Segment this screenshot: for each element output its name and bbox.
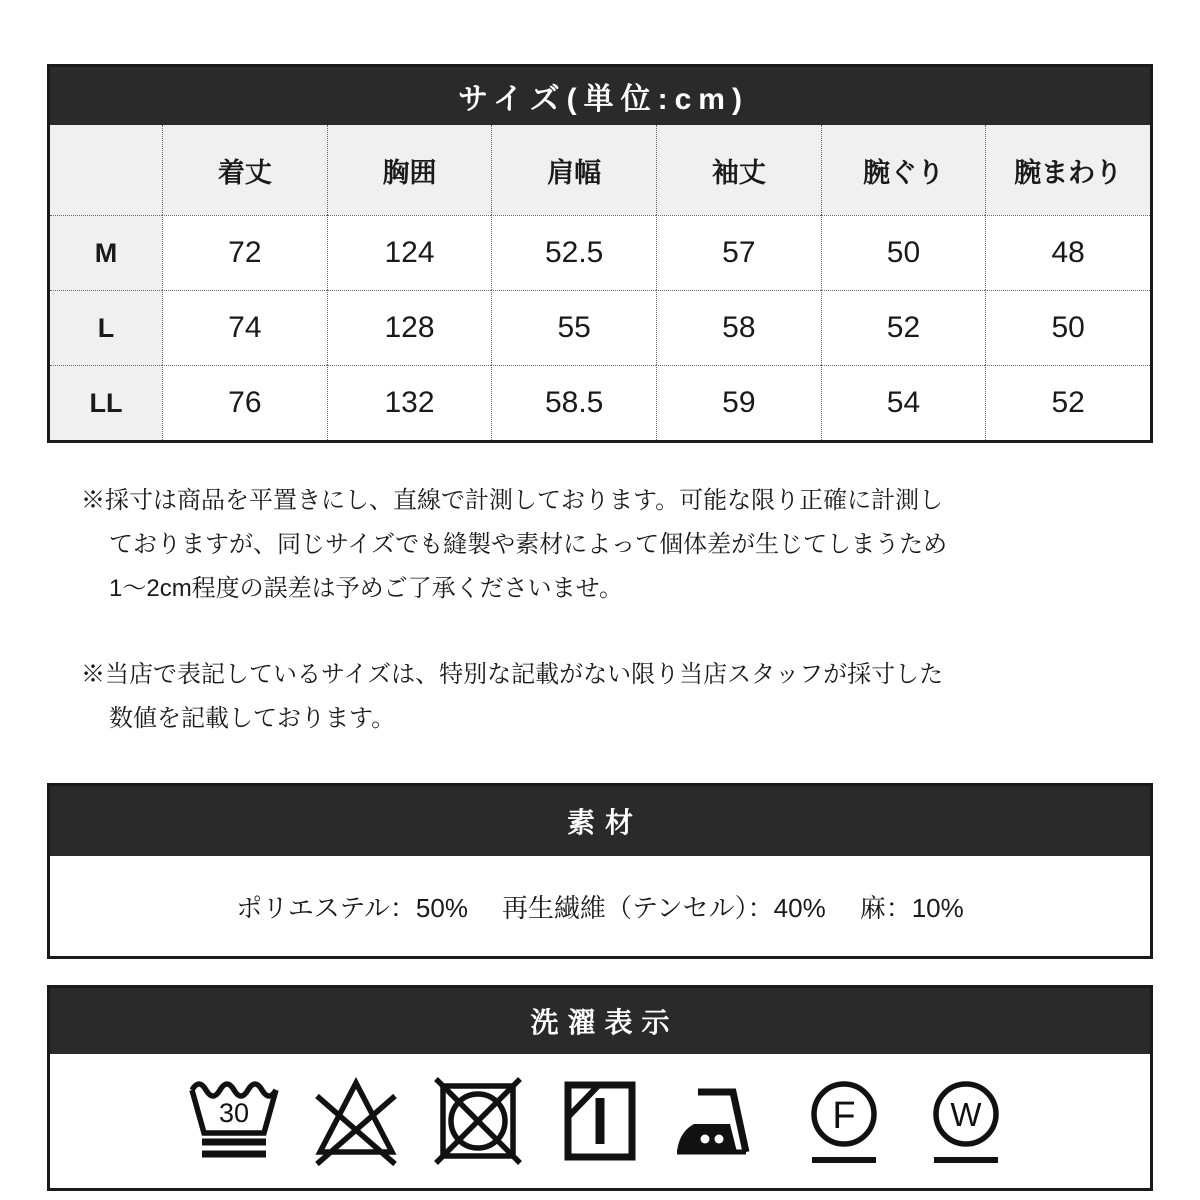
size-value-cell: 52.5 <box>491 215 656 290</box>
note-line: ※当店で表記しているサイズは、特別な記載がない限り当店スタッフが採寸した <box>81 661 944 688</box>
iron-two-dots-icon <box>672 1071 772 1171</box>
material-segment: 麻：10% <box>859 892 964 923</box>
size-value-cell: 48 <box>985 215 1150 290</box>
dry-clean-petroleum-gentle-icon <box>794 1071 894 1171</box>
size-value-cell: 74 <box>162 290 327 365</box>
do-not-bleach-icon <box>306 1071 406 1171</box>
do-not-tumble-dry-icon <box>428 1071 528 1171</box>
size-value-cell: 58 <box>656 290 821 365</box>
column-header-shoulder: 肩幅 <box>491 125 656 215</box>
size-row-label: M <box>50 215 162 290</box>
size-row-label: LL <box>50 365 162 440</box>
measurement-note <box>81 479 1153 611</box>
note-line: ※採寸は商品を平置きにし、直線で計測しております。可能な限り正確に計測し <box>81 487 944 514</box>
line-dry-in-shade-icon <box>550 1071 650 1171</box>
wash-30-very-gentle-icon <box>184 1071 284 1171</box>
size-value-cell: 55 <box>491 290 656 365</box>
note-line: ておりますが、同じサイズでも縫製や素材によって個体差が生じてしまうため <box>109 531 948 558</box>
column-header-armhole: 腕ぐり <box>821 125 986 215</box>
laundry-icons-row <box>50 1054 1150 1188</box>
svg-text:W: W <box>950 1096 982 1133</box>
size-table-title: サイズ(単位:cm) <box>458 83 749 116</box>
size-grid <box>50 125 1150 440</box>
size-value-cell: 58.5 <box>491 365 656 440</box>
svg-text:30: 30 <box>218 1098 250 1128</box>
size-value-cell: 59 <box>656 365 821 440</box>
material-title: 素材 <box>566 807 643 838</box>
size-value-cell: 52 <box>985 365 1150 440</box>
size-value-cell: 72 <box>162 215 327 290</box>
size-value-cell: 57 <box>656 215 821 290</box>
size-value-cell: 132 <box>327 365 492 440</box>
notes-section <box>81 479 1153 741</box>
size-value-cell: 50 <box>821 215 986 290</box>
staff-measured-note <box>81 653 1153 741</box>
material-segment: ポリエステル：50% <box>236 892 468 923</box>
column-header-chest: 胸囲 <box>327 125 492 215</box>
size-value-cell: 52 <box>821 290 986 365</box>
size-value-cell: 124 <box>327 215 492 290</box>
size-chart-page <box>47 0 1153 1191</box>
column-header-sleeve: 袖丈 <box>656 125 821 215</box>
wet-clean-gentle-icon <box>916 1071 1016 1171</box>
size-value-cell: 76 <box>162 365 327 440</box>
laundry-section <box>47 985 1153 1191</box>
svg-text:F: F <box>832 1095 856 1137</box>
material-segment: 再生繊維（テンセル）：40% <box>501 892 826 923</box>
corner-cell <box>50 125 162 215</box>
note-line: 数値を記載しております。 <box>109 705 396 732</box>
size-table-title-band <box>50 67 1150 125</box>
size-value-cell: 50 <box>985 290 1150 365</box>
size-table <box>47 64 1153 443</box>
laundry-title: 洗濯表示 <box>530 1007 679 1038</box>
column-header-length: 着丈 <box>162 125 327 215</box>
material-content <box>50 856 1150 956</box>
size-value-cell: 128 <box>327 290 492 365</box>
laundry-title-band <box>50 988 1150 1054</box>
note-line: 1〜2cm程度の誤差は予めご了承くださいませ。 <box>109 575 623 602</box>
material-section <box>47 783 1153 959</box>
size-value-cell: 54 <box>821 365 986 440</box>
column-header-arm: 腕まわり <box>985 125 1150 215</box>
material-title-band <box>50 786 1150 856</box>
size-row-label: L <box>50 290 162 365</box>
